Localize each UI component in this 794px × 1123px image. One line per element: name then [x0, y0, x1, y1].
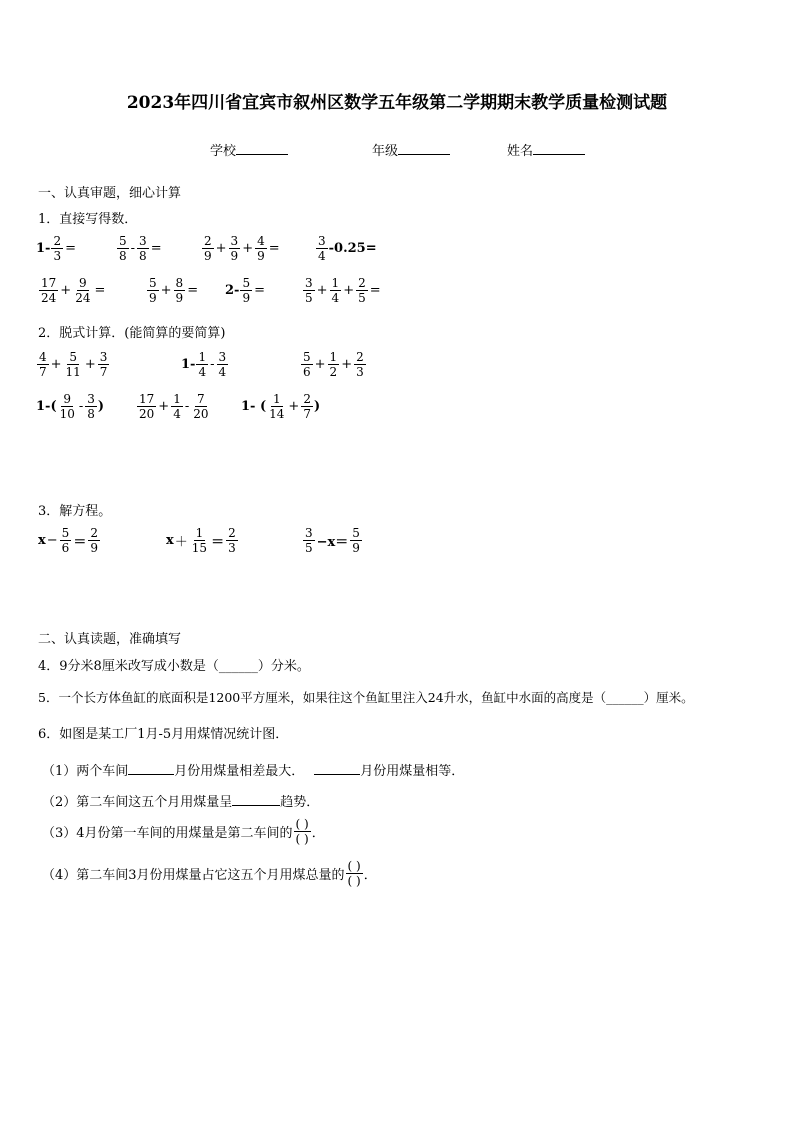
q6-sub1: （1）两个车间 月份用煤量相差最大． 月份用煤量相等． [42, 764, 465, 779]
fraction: $\frac{3}{8}$ [139, 234, 147, 263]
q6-sub3: （3）4月份第一车间的用煤量是第二车间的 $\frac{( )}{( )}$ ． [42, 817, 325, 846]
fraction: $\frac{3}{8}$ [87, 392, 95, 421]
fraction: $\frac{2}{9}$ [90, 526, 98, 555]
school-blank[interactable] [236, 142, 288, 155]
fraction: $\frac{2}{7}$ [303, 392, 311, 421]
q1-item-c: $\frac{2}{9}$ + $\frac{3}{9}$ + $\frac{4}{9}$ = [204, 234, 280, 263]
q5-text: 5．一个长方体鱼缸的底面积是1200平方厘米，如果往这个鱼缸里注入24升水，鱼缸中水面的高度是（______）厘米。 [38, 690, 694, 705]
q6-sub4: （4）第二车间3月份用煤量占它这五个月用煤总量的 $\frac{( )}{( )}$ ． [42, 859, 377, 888]
fraction: $\frac{3}{7}$ [99, 350, 108, 379]
fraction: $\frac{5}{9}$ [149, 276, 157, 305]
answer-blank[interactable] [314, 762, 360, 775]
name-label: 姓名 [507, 144, 534, 159]
fraction: $\frac{3}{4}$ [318, 234, 326, 263]
q2-item-f: 1- ( $\frac{1}{14}$ + $\frac{2}{7}$ ) [241, 392, 321, 421]
q1-item-f: $\frac{5}{9}$ + $\frac{8}{9}$ = [149, 276, 199, 305]
fraction: $\frac{2}{3}$ [228, 526, 236, 555]
fraction: $\frac{2}{9}$ [204, 234, 212, 263]
fraction: $\frac{2}{3}$ [53, 234, 62, 263]
fraction: $\frac{17}{24}$ [41, 276, 57, 305]
fraction: $\frac{1}{4}$ [173, 392, 181, 421]
answer-fraction[interactable]: $\frac{( )}{( )}$ [295, 817, 309, 846]
q3-item-a: x − $\frac{5}{6}$ ＝ $\frac{2}{9}$ [38, 526, 98, 555]
page-title: 2023年四川省宜宾市叙州区数学五年级第二学期期末教学质量检测试题 [126, 93, 668, 113]
fraction: $\frac{2}{3}$ [356, 350, 364, 379]
fraction: $\frac{3}{4}$ [218, 350, 227, 379]
q1-item-a: 1- $\frac{2}{3}$ = [36, 234, 76, 263]
fraction: $\frac{5}{9}$ [242, 276, 251, 305]
fraction: $\frac{3}{5}$ [305, 276, 313, 305]
grade-field [372, 140, 450, 159]
fraction: $\frac{4}{9}$ [257, 234, 265, 263]
fraction: $\frac{9}{10}$ [59, 392, 75, 421]
q3-item-b: x ＋ $\frac{1}{15}$ ＝ $\frac{2}{3}$ [166, 526, 236, 555]
section1-heading: 一、认真审题，细心计算 [38, 186, 182, 201]
fraction: $\frac{3}{5}$ [305, 526, 313, 555]
q2-item-e: $\frac{17}{20}$ + $\frac{1}{4}$ - $\frac{7}{20}$ [139, 392, 209, 421]
q1-item-d: $\frac{3}{4}$ -0.25= [318, 234, 377, 263]
q1-item-b: $\frac{5}{8}$ - $\frac{3}{8}$ = [119, 234, 162, 263]
school-field [210, 140, 288, 159]
q1-item-e: $\frac{17}{24}$ + $\frac{9}{24}$ = [41, 276, 106, 305]
answer-fraction[interactable]: $\frac{( )}{( )}$ [347, 859, 361, 888]
q2-label: 2．脱式计算．(能简算的要简算) [38, 326, 226, 341]
fraction: $\frac{5}{11}$ [65, 350, 81, 379]
name-blank[interactable] [533, 142, 585, 155]
q2-item-b: 1- $\frac{1}{4}$ - $\frac{3}{4}$ [181, 350, 227, 379]
fraction: $\frac{8}{9}$ [175, 276, 184, 305]
q2-item-d: 1-( $\frac{9}{10}$ - $\frac{3}{8}$ ) [36, 392, 105, 421]
q6-text: 6．如图是某工厂1月-5月用煤情况统计图． [38, 727, 289, 742]
answer-blank[interactable] [128, 762, 174, 775]
fraction: $\frac{1}{4}$ [331, 276, 340, 305]
q1-item-g: 2- $\frac{5}{9}$ = [225, 276, 265, 305]
fraction: $\frac{1}{2}$ [329, 350, 338, 379]
fraction: $\frac{1}{15}$ [191, 526, 208, 555]
answer-blank[interactable] [232, 793, 280, 806]
fraction: $\frac{1}{14}$ [269, 392, 285, 421]
fraction: $\frac{2}{5}$ [358, 276, 366, 305]
q6-sub2: （2）第二车间这五个月用煤量呈 趋势． [42, 795, 320, 810]
fraction: $\frac{5}{9}$ [352, 526, 360, 555]
fraction: $\frac{17}{20}$ [139, 392, 155, 421]
fraction: $\frac{5}{8}$ [119, 234, 127, 263]
q2-item-c: $\frac{5}{6}$ + $\frac{1}{2}$ + $\frac{2}{3}$ [303, 350, 364, 379]
fraction: $\frac{9}{24}$ [75, 276, 91, 305]
fraction: $\frac{5}{6}$ [303, 350, 311, 379]
q1-label: 1．直接写得数． [38, 212, 138, 227]
fraction: $\frac{7}{20}$ [193, 392, 209, 421]
q3-label: 3．解方程。 [38, 504, 112, 519]
q2-item-a: $\frac{4}{7}$ + $\frac{5}{11}$ + $\frac{3}{7}$ [39, 350, 108, 379]
q1-item-h: $\frac{3}{5}$ + $\frac{1}{4}$ + $\frac{2}{5}$ = [305, 276, 381, 305]
grade-blank[interactable] [398, 142, 450, 155]
fraction: $\frac{1}{4}$ [198, 350, 207, 379]
fraction: $\frac{5}{6}$ [61, 526, 70, 555]
grade-label: 年级 [372, 144, 399, 159]
fraction: $\frac{3}{9}$ [230, 234, 239, 263]
q3-item-c: $\frac{3}{5}$ −x＝ $\frac{5}{9}$ [305, 526, 360, 555]
name-field [507, 140, 585, 159]
section2-heading: 二、认真读题，准确填写 [38, 632, 182, 647]
fraction: $\frac{4}{7}$ [39, 350, 47, 379]
q4-text: 4．9分米8厘米改写成小数是（______）分米。 [38, 659, 310, 674]
school-label: 学校 [210, 144, 237, 159]
